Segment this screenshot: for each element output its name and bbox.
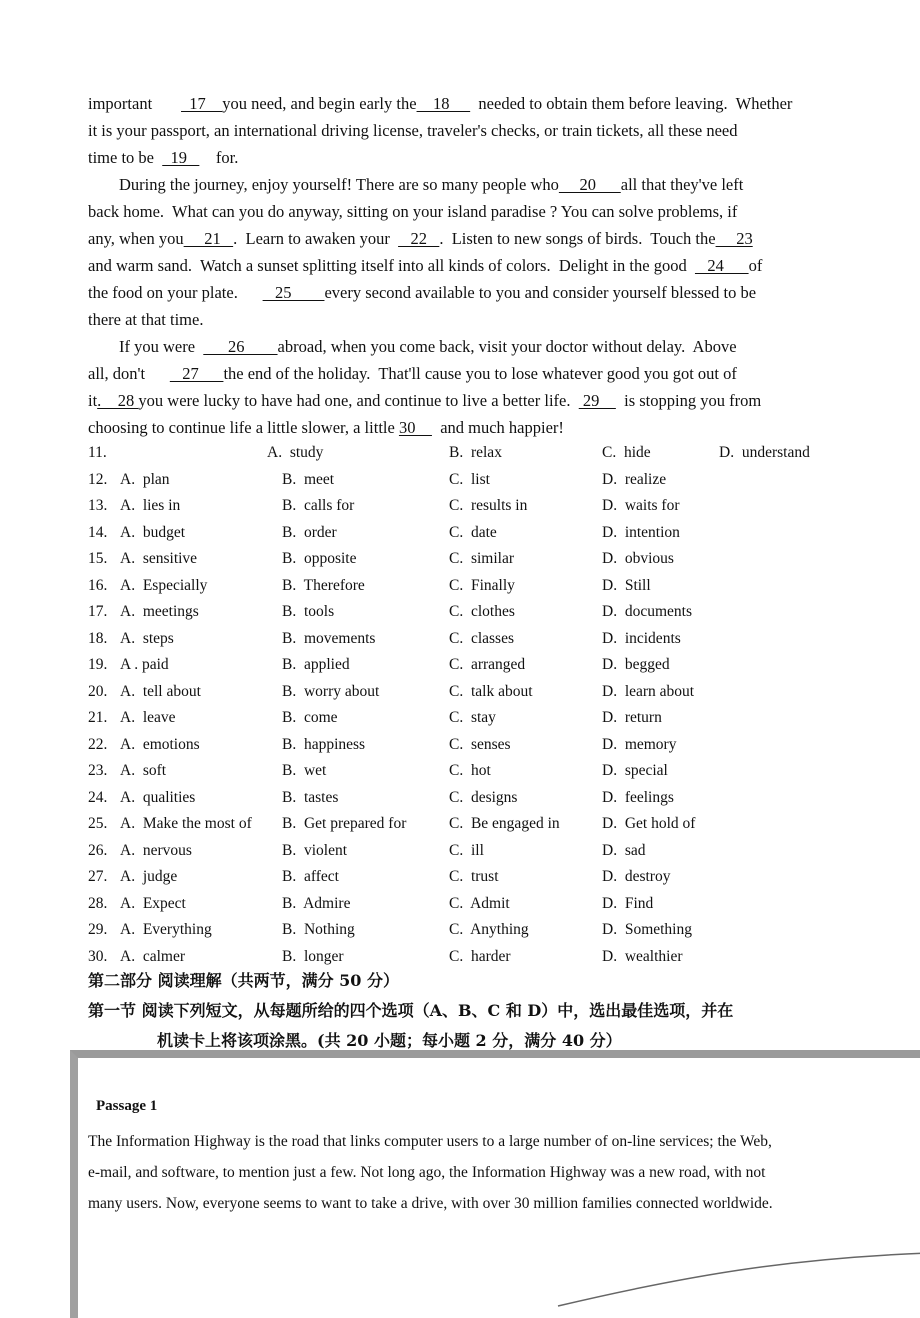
blank-number: 25	[262, 283, 325, 302]
blank-number: 23	[715, 229, 753, 248]
option-d[interactable]: D. return	[602, 709, 662, 726]
option-c[interactable]: C. classes	[449, 629, 515, 647]
option-b[interactable]: B. applied	[282, 656, 350, 673]
cloze-text: for.	[199, 148, 239, 167]
blank-number: 19	[162, 148, 200, 167]
option-c[interactable]: C. stay	[449, 709, 496, 726]
cloze-text: it	[88, 391, 98, 410]
question-number: 13.	[88, 497, 108, 514]
option-d[interactable]: D. feelings	[602, 788, 674, 806]
cloze-text: all, don't	[88, 364, 170, 383]
section-one-instructions-line1: 第一节 阅读下列短文，从每题所给的四个选项（A、B、C 和 D）中，选出最佳选项，并在	[88, 1001, 734, 1020]
question-row	[88, 493, 908, 520]
option-c[interactable]: C. trust	[449, 868, 499, 885]
option-a[interactable]: A. plan	[120, 470, 170, 488]
question-row	[88, 679, 908, 706]
option-b[interactable]: B. Admire	[282, 894, 351, 912]
question-number: 27.	[88, 868, 108, 885]
option-a[interactable]: A. meetings	[120, 603, 199, 620]
scan-artifact-line	[78, 1058, 920, 1318]
question-row	[88, 838, 908, 865]
question-row	[88, 467, 908, 494]
cloze-text: and much happier!	[431, 418, 564, 437]
passage-box	[70, 1050, 920, 1318]
question-number: 14.	[88, 523, 108, 541]
option-d[interactable]: D. documents	[602, 603, 692, 620]
question-number: 20.	[88, 682, 108, 700]
cloze-line	[88, 333, 920, 360]
cloze-line	[88, 225, 898, 252]
option-d[interactable]: D. sad	[602, 841, 646, 859]
question-number: 30.	[88, 947, 108, 965]
question-row	[88, 864, 908, 891]
cloze-line	[88, 198, 898, 225]
blank-number: 18	[416, 94, 471, 113]
option-d[interactable]: D. wealthier	[602, 947, 683, 965]
question-number: 17.	[88, 603, 108, 620]
cloze-text: you were lucky to have had one, and continue to live a better life.	[138, 391, 579, 410]
option-b[interactable]: B. happiness	[282, 735, 366, 753]
cloze-text: it is your passport, an international driving license, traveler's checks, or train tickets, all these need	[88, 121, 738, 140]
option-a[interactable]: A. calmer	[120, 947, 185, 965]
cloze-line	[88, 144, 898, 171]
cloze-text: . Listen to new songs of birds. Touch the	[439, 229, 716, 248]
cloze-text: back home. What can you do anyway, sitting on your island paradise ? You can solve problems, if	[88, 202, 738, 221]
option-b[interactable]: B. calls for	[282, 497, 355, 514]
section-one-instructions-line2: 机读卡上将该项涂黑。(共 20 小题；每小题 2 分，满分 40 分）	[157, 1031, 622, 1050]
cloze-text: the end of the holiday. That'll cause you to lose whatever good you got out of	[223, 364, 737, 383]
option-b[interactable]: B. opposite	[282, 550, 357, 567]
option-d[interactable]: D. destroy	[602, 868, 671, 885]
option-d[interactable]: D. learn about	[602, 682, 695, 700]
blank-number: 24	[694, 256, 749, 275]
cloze-text: important	[88, 94, 182, 113]
cloze-line	[88, 171, 920, 198]
question-row	[88, 546, 908, 573]
question-number: 26.	[88, 841, 108, 859]
blank-number: . 28	[97, 391, 139, 410]
option-b[interactable]: B. Get prepared for	[282, 815, 407, 832]
option-a[interactable]: A. leave	[120, 709, 176, 726]
cloze-text: of	[748, 256, 763, 275]
question-number: 25.	[88, 815, 108, 832]
option-a[interactable]: A. tell about	[120, 682, 201, 700]
option-c[interactable]: C. Be engaged in	[449, 815, 560, 832]
option-b[interactable]: B. movements	[282, 629, 376, 647]
question-number: 12.	[88, 470, 108, 488]
option-d[interactable]: D. realize	[602, 470, 667, 488]
option-c[interactable]: C. ill	[449, 841, 484, 859]
blank-number: 21	[183, 229, 234, 248]
question-row	[88, 599, 908, 626]
option-b[interactable]: B. Nothing	[282, 921, 355, 938]
option-d[interactable]: D. begged	[602, 656, 670, 673]
blank-number: 20	[558, 175, 621, 194]
option-b[interactable]: B. relax	[449, 444, 502, 461]
option-a[interactable]: A. Expect	[120, 894, 186, 912]
cloze-text: During the journey, enjoy yourself! There are so many people who	[119, 175, 559, 194]
question-row	[88, 705, 908, 732]
option-c[interactable]: C. designs	[449, 788, 518, 806]
option-d[interactable]: D. Get hold of	[602, 815, 696, 832]
option-b[interactable]: B. tools	[282, 603, 335, 620]
passage-line: many users. Now, everyone seems to want to take a drive, with over 30 million families connected worldwide.	[88, 1195, 773, 1212]
option-a[interactable]: A. sensitive	[120, 550, 198, 567]
option-b[interactable]: B. tastes	[282, 788, 339, 806]
cloze-text: time to be	[88, 148, 163, 167]
option-c[interactable]: C. similar	[449, 550, 515, 567]
option-d[interactable]: D. Something	[602, 921, 692, 938]
question-number: 11.	[88, 444, 107, 461]
option-b[interactable]: B. wet	[282, 762, 327, 779]
cloze-line	[88, 414, 898, 441]
cloze-text: and warm sand. Watch a sunset splitting itself into all kinds of colors. Delight in the good	[88, 256, 695, 275]
option-d[interactable]: D. Find	[602, 894, 654, 912]
option-d[interactable]: D. obvious	[602, 550, 674, 567]
blank-number: 26	[203, 337, 278, 356]
question-number: 29.	[88, 921, 108, 938]
option-c[interactable]: C. list	[449, 470, 490, 488]
option-b[interactable]: B. Therefore	[282, 576, 365, 594]
cloze-line	[88, 117, 898, 144]
option-d[interactable]: D. memory	[602, 735, 677, 753]
option-d[interactable]: D. Still	[602, 576, 651, 594]
option-b[interactable]: B. worry about	[282, 682, 380, 700]
option-b[interactable]: B. longer	[282, 947, 344, 965]
option-c[interactable]: C. clothes	[449, 603, 515, 620]
option-a[interactable]: A. budget	[120, 523, 186, 541]
option-b[interactable]: B. affect	[282, 868, 339, 885]
cloze-text: you need, and begin early the	[222, 94, 417, 113]
question-row	[88, 626, 908, 653]
option-d[interactable]: D. waits for	[602, 497, 680, 514]
option-a[interactable]: A. emotions	[120, 735, 200, 753]
question-row	[88, 652, 908, 679]
question-number: 15.	[88, 550, 108, 567]
passage-title: Passage 1	[96, 1098, 158, 1114]
question-number: 23.	[88, 762, 108, 779]
question-row	[88, 785, 908, 812]
part-two-heading: 第二部分 阅读理解（共两节，满分 50 分）	[88, 971, 399, 990]
option-a[interactable]: A . paid	[120, 656, 169, 673]
cloze-text: . Learn to awaken your	[233, 229, 399, 248]
option-b[interactable]: B. come	[282, 709, 338, 726]
question-row	[88, 917, 908, 944]
cloze-line	[88, 252, 898, 279]
option-c[interactable]: C. Finally	[449, 576, 515, 594]
question-number: 22.	[88, 735, 108, 753]
cloze-text: the food on your plate.	[88, 283, 263, 302]
cloze-line	[88, 90, 898, 117]
cloze-line	[88, 387, 898, 414]
passage-line: e-mail, and software, to mention just a few. Not long ago, the Information Highway was a new road, with not	[88, 1164, 766, 1181]
blank-number: 29	[578, 391, 616, 410]
cloze-line	[88, 360, 898, 387]
blank-number: 27	[169, 364, 224, 383]
option-a[interactable]: A. nervous	[120, 841, 192, 859]
cloze-text: If you were	[119, 337, 204, 356]
question-row	[88, 520, 908, 547]
option-c[interactable]: C. date	[449, 523, 497, 541]
cloze-line	[88, 306, 898, 333]
option-a[interactable]: A. Make the most of	[120, 815, 252, 832]
cloze-text: every second available to you and consider yourself blessed to be	[324, 283, 757, 302]
question-row	[88, 891, 908, 918]
option-c[interactable]: C. harder	[449, 947, 511, 965]
option-c[interactable]: C. results in	[449, 497, 528, 514]
blank-number: 30	[398, 418, 432, 437]
cloze-text: all that they've left	[620, 175, 744, 194]
option-c[interactable]: C. hot	[449, 762, 491, 779]
option-a[interactable]: A. steps	[120, 629, 174, 647]
cloze-text: choosing to continue life a little slower, a little	[88, 418, 399, 437]
option-b[interactable]: B. meet	[282, 470, 335, 488]
blank-number: 17	[181, 94, 223, 113]
option-a[interactable]: A. qualities	[120, 788, 196, 806]
option-d[interactable]: D. understand	[719, 444, 810, 461]
question-options-list	[88, 440, 908, 970]
cloze-text: there at that time.	[88, 310, 204, 329]
cloze-text: is stopping you from	[615, 391, 762, 410]
option-a[interactable]: A. study	[267, 444, 324, 461]
option-a[interactable]: A. soft	[120, 762, 167, 779]
passage-line: The Information Highway is the road that links computer users to a large number of on-line services; the Web,	[88, 1133, 772, 1150]
question-number: 24.	[88, 788, 108, 806]
question-row	[88, 440, 908, 467]
option-b[interactable]: B. order	[282, 523, 337, 541]
cloze-text: needed to obtain them before leaving. Whether	[470, 94, 793, 113]
option-c[interactable]: C. hide	[602, 444, 651, 461]
question-row	[88, 811, 908, 838]
question-row	[88, 732, 908, 759]
question-number: 28.	[88, 894, 108, 912]
option-d[interactable]: D. special	[602, 762, 668, 779]
question-row	[88, 758, 908, 785]
question-number: 19.	[88, 656, 108, 673]
option-c[interactable]: C. talk about	[449, 682, 533, 700]
question-number: 16.	[88, 576, 108, 594]
blank-number: 22	[398, 229, 440, 248]
question-number: 18.	[88, 629, 108, 647]
option-c[interactable]: C. Admit	[449, 894, 510, 912]
option-c[interactable]: C. senses	[449, 735, 511, 753]
question-row	[88, 573, 908, 600]
option-d[interactable]: D. intention	[602, 523, 680, 541]
option-d[interactable]: D. incidents	[602, 629, 681, 647]
option-a[interactable]: A. Especially	[120, 576, 208, 594]
option-a[interactable]: A. judge	[120, 868, 178, 885]
question-number: 21.	[88, 709, 108, 726]
cloze-text: abroad, when you come back, visit your doctor without delay. Above	[277, 337, 737, 356]
option-a[interactable]: A. lies in	[120, 497, 181, 514]
option-c[interactable]: C. Anything	[449, 921, 529, 938]
cloze-text: any, when you	[88, 229, 184, 248]
option-a[interactable]: A. Everything	[120, 921, 212, 938]
option-c[interactable]: C. arranged	[449, 656, 526, 673]
option-b[interactable]: B. violent	[282, 841, 348, 859]
cloze-line	[88, 279, 898, 306]
